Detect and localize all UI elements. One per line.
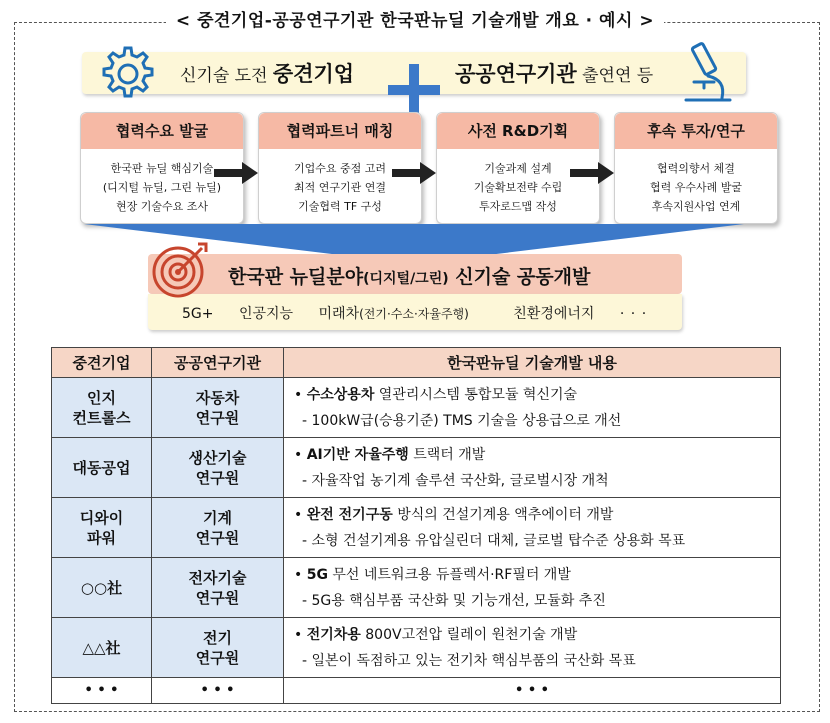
banner-left-bold: 중견기업 bbox=[272, 62, 355, 86]
bullet: • bbox=[294, 446, 307, 463]
bullet: • bbox=[294, 386, 307, 403]
table-row bbox=[52, 558, 781, 618]
cell-institute bbox=[152, 378, 284, 438]
content-headline bbox=[294, 382, 780, 408]
content-detail: - 소형 건설기계용 유압실린더 대체, 글로벌 탑수준 상용화 목표 bbox=[302, 532, 686, 549]
goal-title bbox=[228, 262, 590, 289]
cell-institute bbox=[152, 558, 284, 618]
institute-line: 연구원 bbox=[195, 408, 240, 427]
content-bold: AI기반 자율주행 bbox=[306, 446, 409, 463]
right-arrow-icon bbox=[214, 162, 258, 184]
institute-line: 전자기술 bbox=[188, 568, 247, 587]
tech-table bbox=[51, 347, 781, 704]
cell-company bbox=[52, 618, 152, 678]
bullet: • bbox=[294, 626, 307, 643]
content-detail: - 100kW급(승용기준) TMS 기술을 상용급으로 개선 bbox=[302, 412, 622, 429]
right-arrow-icon bbox=[392, 162, 436, 184]
table-row bbox=[52, 618, 781, 678]
bullet: • bbox=[294, 566, 307, 583]
cell-company bbox=[52, 438, 152, 498]
cell-content bbox=[284, 498, 781, 558]
content-headline bbox=[294, 562, 780, 588]
cell-institute bbox=[152, 618, 284, 678]
step-line: 한국판 뉴딜 핵심기술 bbox=[110, 162, 214, 175]
tag-green-energy: 친환경에너지 bbox=[513, 306, 595, 322]
institute-line: 기계 bbox=[203, 508, 232, 527]
step-line: (디지털 뉴딜, 그린 뉴딜) bbox=[102, 181, 222, 194]
content-rest: 800V고전압 릴레이 원천기술 개발 bbox=[360, 626, 578, 643]
ellipsis-cell: • • • bbox=[284, 678, 781, 704]
content-headline bbox=[294, 622, 780, 648]
step-line: 기술협력 TF 구성 bbox=[298, 200, 382, 213]
title-wrap bbox=[0, 6, 830, 31]
cell-content bbox=[284, 618, 781, 678]
content-headline bbox=[294, 502, 780, 528]
company-line: 디와이 bbox=[79, 508, 124, 527]
banner-left-prefix: 신기술 도전 bbox=[180, 66, 268, 86]
company-line: ○○社 bbox=[80, 578, 123, 597]
target-icon bbox=[148, 238, 212, 302]
goal-title-a: 한국판 뉴딜분야 bbox=[228, 266, 364, 288]
page-title: < 중견기업-공공연구기관 한국판뉴딜 기술개발 개요 · 예시 > bbox=[166, 6, 664, 31]
table-row bbox=[52, 438, 781, 498]
tag-more: · · · bbox=[619, 306, 647, 322]
institute-line: 자동차 bbox=[195, 388, 240, 407]
content-bold: 전기차용 bbox=[306, 626, 361, 643]
step-line: 투자로드맵 작성 bbox=[479, 200, 557, 213]
table-row bbox=[52, 498, 781, 558]
cell-institute bbox=[152, 438, 284, 498]
tag-ai: 인공지능 bbox=[238, 306, 294, 322]
tag-5g: 5G+ bbox=[182, 306, 214, 322]
table-row bbox=[52, 378, 781, 438]
gear-icon bbox=[96, 42, 160, 106]
step-head: 협력파트너 매칭 bbox=[259, 113, 421, 149]
goal-title-paren: (디지털/그린) bbox=[363, 271, 449, 287]
step-body bbox=[615, 159, 777, 216]
institute-line: 전기 bbox=[203, 628, 232, 647]
bullet: • bbox=[294, 506, 307, 523]
company-line: △△社 bbox=[82, 638, 121, 657]
plus-icon bbox=[386, 62, 442, 118]
step-line: 협력의향서 체결 bbox=[657, 162, 735, 175]
cell-institute bbox=[152, 498, 284, 558]
cell-content bbox=[284, 438, 781, 498]
content-rest: 방식의 건설기계용 액추에이터 개발 bbox=[392, 506, 614, 523]
header-content: 한국판뉴딜 기술개발 내용 bbox=[284, 348, 781, 378]
banner-left-text bbox=[180, 58, 354, 88]
content-detail: - 일본이 독점하고 있는 전기차 핵심부품의 국산화 목표 bbox=[302, 652, 636, 669]
header-company: 중견기업 bbox=[52, 348, 152, 378]
cell-company bbox=[52, 378, 152, 438]
banner-right-text bbox=[455, 58, 653, 88]
step-line: 최적 연구기관 연결 bbox=[293, 181, 386, 194]
goal-tags bbox=[182, 303, 665, 323]
step-head: 사전 R&D기획 bbox=[437, 113, 599, 149]
step-head: 후속 투자/연구 bbox=[615, 113, 777, 149]
content-headline bbox=[294, 442, 780, 468]
cell-content bbox=[284, 378, 781, 438]
ellipsis-cell: • • • bbox=[52, 678, 152, 704]
company-line: 파워 bbox=[87, 528, 116, 547]
company-line: 인지 bbox=[87, 388, 116, 407]
tag-future-car: 미래차 bbox=[318, 306, 360, 322]
step-line: 기업수요 중점 고려 bbox=[293, 162, 386, 175]
company-line: 컨트롤스 bbox=[72, 408, 131, 427]
content-rest: 열관리시스템 통합모듈 혁신기술 bbox=[374, 386, 578, 403]
institute-line: 연구원 bbox=[195, 528, 240, 547]
microscope-icon bbox=[668, 38, 744, 108]
step-line: 기술확보전략 수립 bbox=[473, 181, 563, 194]
ellipsis-cell: • • • bbox=[152, 678, 284, 704]
step-line: 협력 우수사례 발굴 bbox=[649, 181, 742, 194]
content-bold: 5G bbox=[306, 566, 328, 583]
content-bold: 완전 전기구동 bbox=[306, 506, 393, 523]
step-line: 기술과제 설계 bbox=[484, 162, 552, 175]
cell-content bbox=[284, 558, 781, 618]
content-rest: 트랙터 개발 bbox=[408, 446, 486, 463]
step-card-4 bbox=[614, 112, 778, 224]
company-line: 대동공업 bbox=[72, 458, 131, 477]
cell-company bbox=[52, 558, 152, 618]
institute-line: 연구원 bbox=[195, 468, 240, 487]
banner-right-bold: 공공연구기관 bbox=[455, 62, 577, 86]
goal-title-b: 신기술 공동개발 bbox=[448, 266, 591, 288]
right-arrow-icon bbox=[570, 162, 614, 184]
header-institute: 공공연구기관 bbox=[152, 348, 284, 378]
content-detail: - 자율작업 농기계 솔루션 국산화, 글로벌시장 개척 bbox=[302, 472, 609, 489]
table-header-row bbox=[52, 348, 781, 378]
banner-right-suffix: 출연연 등 bbox=[582, 66, 654, 86]
step-head: 협력수요 발굴 bbox=[81, 113, 243, 149]
content-rest: 무선 네트워크용 듀플렉서·RF필터 개발 bbox=[327, 566, 571, 583]
tag-future-car-detail: (전기·수소·자율주행) bbox=[359, 307, 469, 321]
cell-company bbox=[52, 498, 152, 558]
table-row-ellipsis bbox=[52, 678, 781, 704]
institute-line: 생산기술 bbox=[188, 448, 247, 467]
content-bold: 수소상용차 bbox=[306, 386, 375, 403]
institute-line: 연구원 bbox=[195, 588, 240, 607]
institute-line: 연구원 bbox=[195, 648, 240, 667]
step-line: 후속지원사업 연계 bbox=[651, 200, 741, 213]
content-detail: - 5G용 핵심부품 국산화 및 기능개선, 모듈화 추진 bbox=[302, 592, 606, 609]
step-line: 현장 기술수요 조사 bbox=[115, 200, 208, 213]
